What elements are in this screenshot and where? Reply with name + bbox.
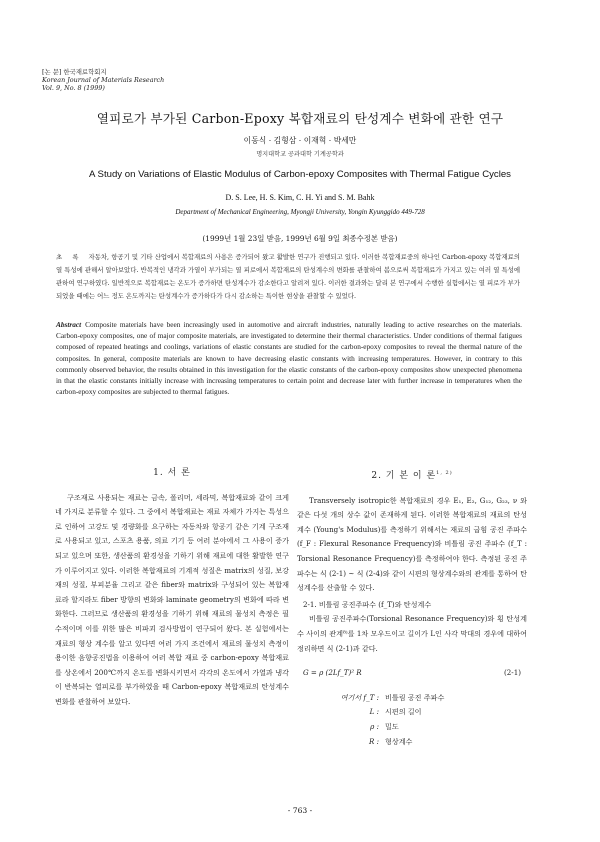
abstract-en-text: Composite materials have been increasingly used in automotive and aircraft industries, naturally leading to active researches on the materials. Carbon-epoxy composites, one of major composite materials, are investigated to determine their thermal characteristics. Under conditions of thermal fatigues composed of repeated heatings and coolings, variations of elastic constants are studied for the carbon-epoxy composites to reveal the thermal nature of the composites. In general, composite materials are known to have decreasing elastic constants with increasing temperatures. However, in contrary to this commonly observed behavior, the results obtained in this investigation for the elastic constants of the carbon-epoxy composites show unexpected phenomena in that the elastic constants initially increase with increasing temperatures to certain point and decrease later with further increase in temperatures when the carbon-epoxy composites are subjected to thermal fatigues. xyxy=(56,320,522,397)
variable-desc: 시편의 길이 xyxy=(385,707,422,717)
introduction-paragraph: 구조재로 사용되는 재료는 금속, 폴리머, 세라믹, 복합재료와 같이 크게 네 가지로 분류할 수 있다. 그 중에서 복합재료는 재료 자체가 가지는 특성으로 인하여 고강도 및 경량화를 요구하는 자동차와 항공기 같은 기계 구조재로 사용되고 있고, 스포츠 용품, 의료 기기 등 여러 분야에서 그 사용이 증가되고 있으며 또한, 생산품의 환경성을 기하기 위해 재료에 대한 활발한 연구가 이루어지고 있다. 이러한 복합재료의 기계적 성질은 matrix의 성질, 보강재의 성질, 부피분율 그리고 같은 fiber와 matrix와 구성되어 있는 복합재료라 할지라도 fiber 방향의 변화와 laminate geometry의 변화에 따라 변화한다. 그러므로 생산품의 환경성을 기하기 위해 재료의 물성치 측정은 필수적이며 이를 위한 많은 비파괴 검사방법이 연구되어 왔다. 본 실험에서는 재료의 형상 계수를 알고 있다면 여러 가지 조건에서 재료의 물성치 측정이 용이한 음향공진법을 이용하여 여러 복합 재료 중 carbon-epoxy 복합재료를 상온에서 200℃까지 온도를 변화시키면서 각각의 온도에서 가열과 냉각이 반복되는 열피로를 부가하였을 때 Carbon-epoxy 복합재료의 탄성계수 변화를 관찰하여 보았다. xyxy=(55,492,289,706)
journal-name-en: Korean Journal of Materials Research xyxy=(42,76,165,84)
authors-ko: 이동식 · 김형삼 · 이재혁 · 박세만 xyxy=(243,136,357,145)
theory-paragraph-2: 비틀림 공진주파수(Torsional Resonance Frequency)와 횡 탄성계수 사이의 관계⁸⁾를 1차 모우드이고 길이가 L인 사각 막대의 경우에 대하여 정리하면 식 (2-1)과 같다. xyxy=(297,614,527,653)
abstract-en xyxy=(56,319,522,397)
variable-row xyxy=(319,691,527,706)
abstract-ko-text: 자동차, 항공기 및 기타 산업에서 복합재료의 사용은 증가되어 왔고 활발한 연구가 진행되고 있다. 이러한 복합재료중의 하나인 Carbon-epoxy 복합재료의 열 특성에 관해서 알아보았다. 반복적인 냉각과 가열이 부가되는 열 피로에서 복합재료의 탄성계수의 변화를 관찰하여 봄으로써 복합재료가 가지고 있는 여러 열 특성에 관하여 연구하였다. 일반적으로 복합재료는 온도가 증가하면 탄성계수가 감소한다고 알려져 있다. 이러한 결과와는 달리 본 연구에서 수행한 실험에서는 열 피로가 부가되었을 때에는 어느 정도 온도까지는 탄성계수가 증가하다가 다시 감소하는 특이한 현상을 관찰할 수 있었다. xyxy=(56,253,520,300)
equation-body: G = ρ (2Lf_T)² R xyxy=(303,668,362,678)
section-heading-theory xyxy=(297,466,527,484)
variable-desc: 비틀림 공진 주파수 xyxy=(385,692,445,702)
equation-number: (2-1) xyxy=(504,668,521,678)
page-number: - 763 - xyxy=(287,806,313,815)
section-introduction xyxy=(55,466,289,710)
journal-header xyxy=(42,68,164,92)
subsection-heading-torsional: 2-1. 비틀림 공진주파수 (f_T)와 탄성계수 xyxy=(303,599,432,609)
abstract-en-label: Abstract xyxy=(56,320,82,329)
theory-heading-ref: 1, 2) xyxy=(436,470,453,476)
equation-variable-list xyxy=(319,691,527,749)
variable-symbol: R : xyxy=(369,736,379,746)
section-heading-introduction: 1. 서 론 xyxy=(153,468,191,478)
authors-en: D. S. Lee, H. S. Kim, C. H. Yi and S. M. Bahk xyxy=(225,193,375,202)
section-theory xyxy=(297,466,527,749)
paper-title-ko: 열피로가 부가된 Carbon-Epoxy 복합재료의 탄성계수 변화에 관한 연구 xyxy=(96,111,504,126)
equation-2-1 xyxy=(303,666,521,681)
variable-symbol: ρ : xyxy=(370,721,379,731)
variable-row xyxy=(319,705,527,720)
received-dates: (1999년 1월 23일 받음, 1999년 6월 9일 최종수정본 받음) xyxy=(202,234,398,243)
theory-heading-text: 2. 기 본 이 론 xyxy=(371,471,437,481)
variable-symbol: L : xyxy=(369,707,379,717)
journal-name-ko: [논 문] 한국재료학회지 xyxy=(42,68,107,76)
abstract-ko-label: 초 록 xyxy=(56,253,83,261)
variable-row xyxy=(319,720,527,735)
paper-title-en: A Study on Variations of Elastic Modulus of Carbon-epoxy Composites with Thermal Fatigue Cycles xyxy=(89,169,511,180)
variable-desc: 형상계수 xyxy=(385,736,413,746)
variable-symbol: 여기서 f_T : xyxy=(340,692,379,702)
variable-desc: 밀도 xyxy=(385,721,399,731)
affiliation-ko: 명지대학교 공과대학 기계공학과 xyxy=(256,151,344,158)
abstract-ko xyxy=(56,251,520,303)
theory-paragraph-1: Transversely isotropic한 복합재료의 경우 E₁, E₂, G₁₂, G₂₃, ν 와 같은 다섯 개의 상수 값이 존재하게 된다. 이러한 복합재료의 재료의 탄성계수 (Young's Modulus)를 측정하기 위해서는 재료의 굽힘 공진 주파수 (f_F : Flexural Resonance Frequency)와 비틀림 공진 주파수 (f_T : Torsional Resonance Frequency)를 측정하여야 한다. 측정된 공진 주파수는 식 (2-1) ~ 식 (2-4)와 같이 시편의 형상계수와의 관계를 통하여 탄성계수를 산출할 수 있다. xyxy=(297,495,527,593)
affiliation-en: Department of Mechanical Engineering, Myongji University, Yongin Kyunggido 449-728 xyxy=(175,208,425,216)
variable-row xyxy=(319,735,527,750)
journal-volume: Vol. 9, No. 8 (1999) xyxy=(42,84,105,92)
